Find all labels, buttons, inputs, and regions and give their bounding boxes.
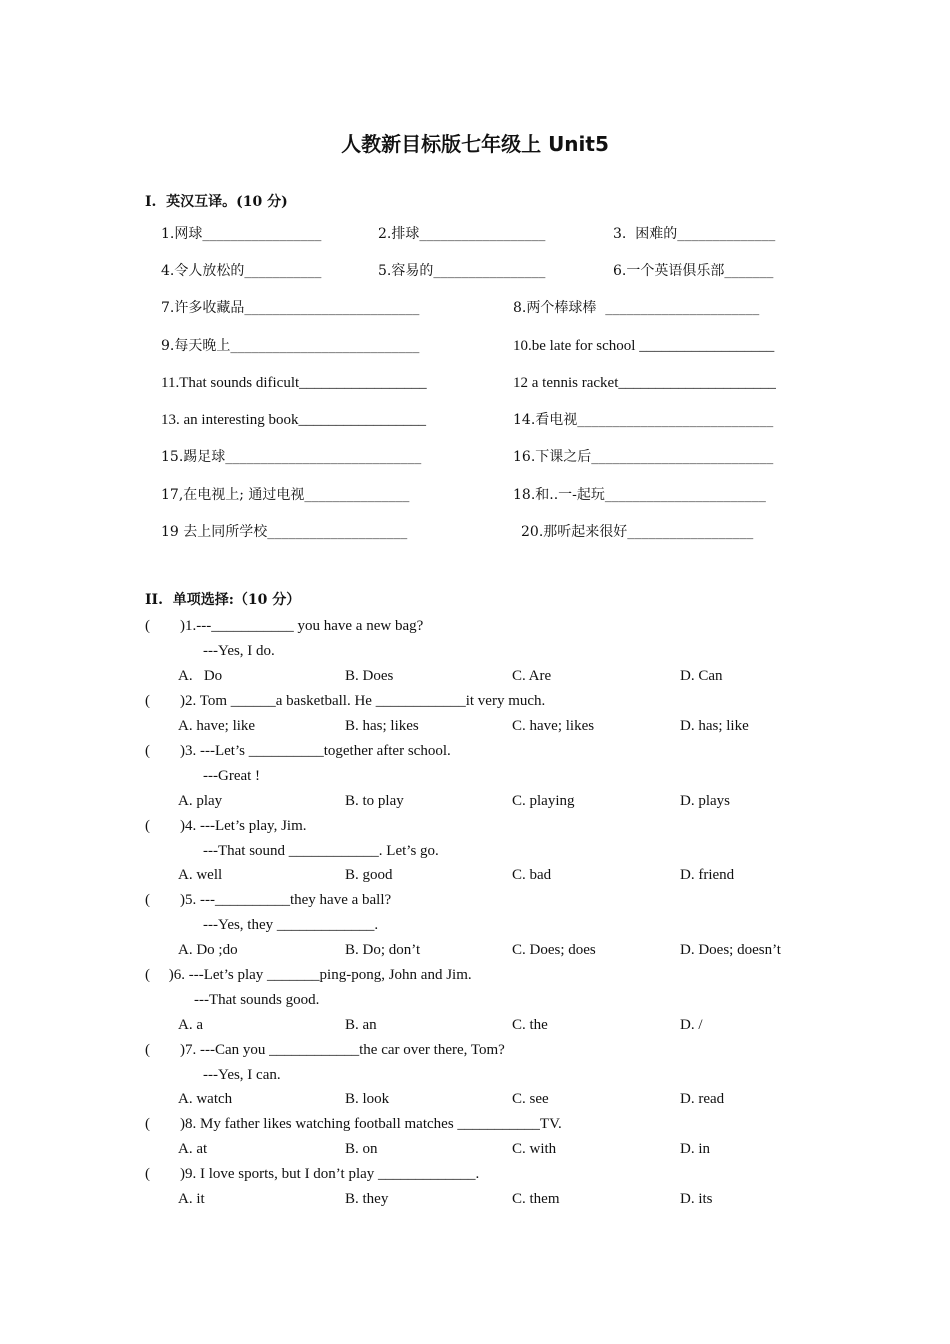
option-a: A. have; like — [178, 718, 256, 734]
option-b: B. good — [345, 867, 393, 883]
option-c: C. Does; does — [512, 942, 596, 958]
question-line2: ---Yes, I do. — [203, 643, 275, 659]
question-stem: ( )9. I love sports, but I don’t play _____________. — [145, 1166, 480, 1182]
question-stem: ( )3. ---Let’s __________together after school. — [145, 743, 451, 759]
translation-item: 11.That sounds dificult_________________ — [161, 375, 427, 391]
option-a: A. well — [178, 867, 223, 883]
option-a: A. it — [178, 1191, 205, 1207]
option-b: B. on — [345, 1141, 378, 1157]
question-line2: ---Yes, they _____________. — [203, 917, 379, 933]
option-d: D. its — [680, 1191, 713, 1207]
question-line2: ---Yes, I can. — [203, 1067, 281, 1083]
option-d: D. read — [680, 1091, 725, 1107]
option-d: D. Does; doesn’t — [680, 942, 781, 958]
section-2-heading: II. 单项选择:（10 分） — [145, 592, 301, 608]
option-d: D. Can — [680, 668, 723, 684]
translation-item: 1.网球_________________ — [161, 226, 322, 242]
option-c: C. playing — [512, 793, 575, 809]
option-c: C. see — [512, 1091, 549, 1107]
question-line2: ---Great ! — [203, 768, 261, 784]
question-stem: ( )4. ---Let’s play, Jim. — [145, 818, 307, 834]
question-stem: ( )2. Tom ______a basketball. He ____________it very much. — [145, 693, 546, 709]
translation-item: 4.令人放松的___________ — [161, 263, 322, 279]
question-stem: ( )1.---___________ you have a new bag? — [145, 618, 424, 634]
translation-item: 8.两个棒球棒 ______________________ — [513, 300, 760, 316]
option-c: C. the — [512, 1017, 548, 1033]
option-d: D. has; like — [680, 718, 749, 734]
option-b: B. Do; don’t — [345, 942, 421, 958]
option-a: A. Do — [178, 668, 223, 684]
translation-item: 14.看电视____________________________ — [513, 412, 774, 428]
translation-item: 16.下课之后__________________________ — [513, 449, 774, 465]
option-d: D. plays — [680, 793, 730, 809]
question-stem: ( )7. ---Can you ____________the car over there, Tom? — [145, 1042, 505, 1058]
question-stem: ( )6. ---Let’s play _______ping-pong, John and Jim. — [145, 967, 472, 983]
section-1-heading: I. 英汉互译。(10 分) — [145, 194, 288, 210]
option-c: C. have; likes — [512, 718, 595, 734]
translation-item: 19 去上同所学校____________________ — [161, 524, 408, 540]
translation-item: 17,在电视上; 通过电视_______________ — [161, 487, 410, 503]
option-a: A. Do ;do — [178, 942, 238, 958]
option-b: B. look — [345, 1091, 390, 1107]
question-stem: ( )8. My father likes watching football matches ___________TV. — [145, 1116, 562, 1132]
translation-item: 15.踢足球____________________________ — [161, 449, 422, 465]
question-line2: ---That sound ____________. Let’s go. — [203, 843, 439, 859]
option-b: B. an — [345, 1017, 377, 1033]
option-d: D. / — [680, 1017, 703, 1033]
translation-item: 9.每天晚上___________________________ — [161, 338, 420, 354]
translation-item: 3. 困难的______________ — [613, 226, 776, 242]
translation-item: 7.许多收藏品_________________________ — [161, 300, 420, 316]
translation-item: 18.和..一-起玩_______________________ — [513, 487, 766, 503]
option-b: B. has; likes — [345, 718, 419, 734]
option-a: A. play — [178, 793, 223, 809]
option-d: D. friend — [680, 867, 735, 883]
option-a: A. at — [178, 1141, 208, 1157]
option-c: C. bad — [512, 867, 552, 883]
page-title: 人教新目标版七年级上 Unit5 — [341, 132, 609, 156]
option-b: B. to play — [345, 793, 404, 809]
option-c: C. them — [512, 1191, 560, 1207]
option-c: C. with — [512, 1141, 557, 1157]
translation-item: 20.那听起来很好__________________ — [521, 524, 754, 540]
option-d: D. in — [680, 1141, 710, 1157]
option-b: B. they — [345, 1191, 389, 1207]
translation-item: 10.be late for school __________________ — [513, 338, 775, 354]
translation-item: 2.排球__________________ — [378, 226, 546, 242]
question-stem: ( )5. ---__________they have a ball? — [145, 892, 392, 908]
option-a: A. watch — [178, 1091, 233, 1107]
option-c: C. Are — [512, 668, 552, 684]
translation-item: 6.一个英语俱乐部_______ — [613, 263, 774, 279]
translation-item: 5.容易的________________ — [378, 263, 546, 279]
question-line2: ---That sounds good. — [194, 992, 320, 1008]
translation-item: 12 a tennis racket_____________________ — [513, 375, 776, 391]
option-b: B. Does — [345, 668, 394, 684]
translation-item: 13. an interesting book_________________ — [161, 412, 426, 428]
option-a: A. a — [178, 1017, 203, 1033]
